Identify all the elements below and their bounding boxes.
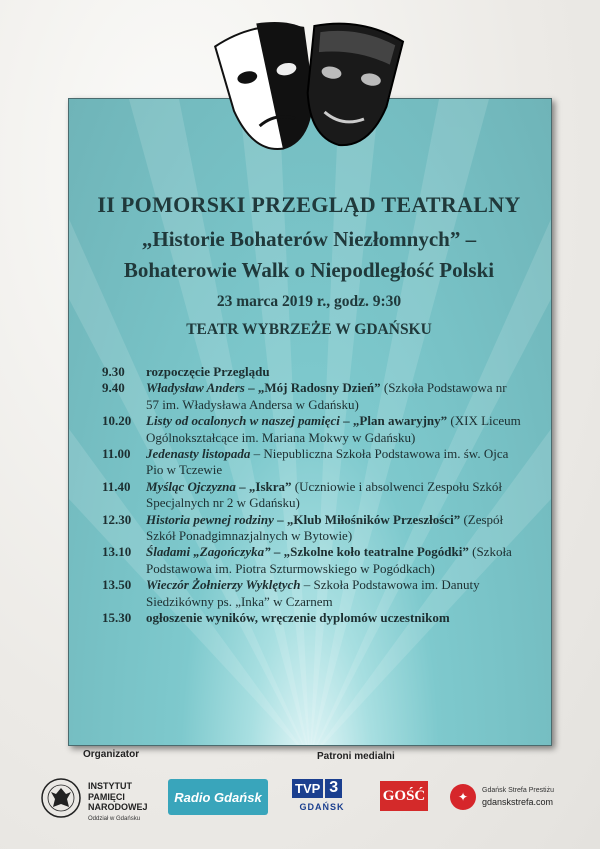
schedule-row (102, 577, 522, 610)
schedule-description (146, 610, 522, 626)
performer-info: (Szkoła Podstawowa nr 57 im. Władysława Andersa w Gdańsku) (146, 380, 507, 412)
schedule-time: 10.20 (102, 413, 132, 429)
performer-info: – Niepubliczna Szkoła Podstawowa im. św. Ojca Pio w Tczewie (146, 446, 509, 478)
performance-title: Myśląc Ojczyzna (146, 478, 236, 494)
gosc-logo: GOŚĆ (380, 781, 428, 811)
schedule-time: 12.30 (102, 511, 132, 527)
play-name: – „Mój Radosny Dzień” (244, 380, 381, 396)
ipn-logo (40, 777, 180, 833)
ipn-subtitle: Oddział w Gdańsku (88, 816, 141, 822)
schedule-description (146, 364, 522, 380)
event-date: 23 marca 2019 r., godz. 9:30 (216, 293, 402, 310)
event-venue: TEATR WYBRZEŻE W GDAŃSKU (186, 321, 432, 338)
theatre-masks-icon (200, 18, 420, 158)
performer-info: (Uczniowie i absolwenci Zespołu Szkół Specjalnych nr 2 w Gdańsku) (146, 478, 503, 511)
tvp-text: TVP (292, 779, 323, 798)
radio-gdansk-logo: Radio Gdańsk (168, 779, 268, 815)
schedule-row (102, 380, 522, 413)
schedule-time: 9.30 (102, 364, 125, 379)
performer-info: – Szkoła Podstawowa im. Danuty Siedzikówny ps. „Inka” w Czarnem (146, 577, 480, 609)
schedule-time: 13.50 (102, 577, 132, 593)
performer-info: (Szkoła Podstawowa im. Piotra Szturmowskiego w Pogódkach) (146, 544, 512, 576)
tvp3-logo (292, 779, 352, 829)
gdansk-strefa-url: gdanskstrefa.com (482, 797, 554, 807)
schedule-row (102, 479, 522, 512)
footer (0, 744, 600, 849)
play-name: – „Szkolne koło teatralne Pogódki” (270, 544, 469, 560)
schedule-time: 13.10 (102, 544, 132, 560)
performance-title: Śladami „Zagończyka” (146, 544, 271, 560)
performer-info: rozpoczęcie Przeglądu (146, 364, 270, 379)
schedule-row (102, 544, 522, 577)
gdansk-strefa-title: Gdańsk Strefa Prestiżu (482, 787, 554, 794)
festival-title: II POMORSKI PRZEGLĄD TEATRALNY (97, 192, 521, 217)
tvp-number: 3 (325, 779, 342, 798)
performance-title: Władysław Anders (146, 380, 245, 396)
schedule-description (146, 577, 522, 610)
schedule-row (102, 364, 522, 380)
schedule-description (146, 544, 522, 577)
play-name: – „Iskra” (235, 478, 292, 494)
ipn-line1: INSTYTUT (88, 781, 132, 791)
festival-subtitle-line2: Bohaterowie Walk o Niepodległość Polski (123, 258, 495, 282)
performance-title: Listy od ocalonych w naszej pamięci (146, 413, 340, 429)
play-name: – „Plan awaryjny” (339, 413, 448, 429)
schedule-time: 11.40 (102, 478, 131, 494)
schedule-row (102, 446, 522, 479)
festival-subtitle-line1: „Historie Bohaterów Niezłomnych” – (141, 227, 477, 251)
gdansk-strefa-logo (450, 784, 590, 824)
performance-title: Historia pewnej rodziny (146, 511, 274, 527)
schedule-description (146, 479, 522, 512)
tvp-city: GDAŃSK (299, 802, 345, 812)
performance-title: Wieczór Żołnierzy Wyklętych (146, 577, 301, 593)
schedule-description (146, 413, 522, 446)
play-name: – „Klub Miłośników Przeszłości” (273, 511, 461, 527)
schedule-time: 9.40 (102, 380, 125, 396)
ipn-line2: PAMIĘCI (88, 791, 125, 802)
performer-info: ogłoszenie wyników, wręczenie dyplomów uczestnikom (146, 610, 450, 626)
gdansk-crest-icon: ✦ (450, 784, 476, 810)
organizer-label: Organizator (83, 749, 140, 760)
performer-info: (XIX Liceum Ogólnokształcące im. Mariana Mokwy w Gdańsku) (146, 413, 521, 445)
performer-info: (Zespół Szkół Ponadgimnazjalnych w Bytowie) (146, 511, 504, 544)
schedule-row (102, 512, 522, 545)
schedule-time: 11.00 (102, 446, 131, 462)
schedule-description (146, 512, 522, 545)
performance-title: Jedenasty listopada (146, 446, 251, 462)
schedule-time: 15.30 (102, 610, 132, 626)
ipn-line3: NARODOWEJ (88, 802, 148, 812)
schedule-description (146, 446, 522, 479)
schedule-list (102, 364, 522, 627)
patrons-label: Patroni medialni (317, 751, 395, 762)
schedule-description (146, 380, 522, 413)
schedule-row (102, 413, 522, 446)
eagle-emblem-icon (40, 777, 82, 819)
schedule-row (102, 610, 522, 626)
